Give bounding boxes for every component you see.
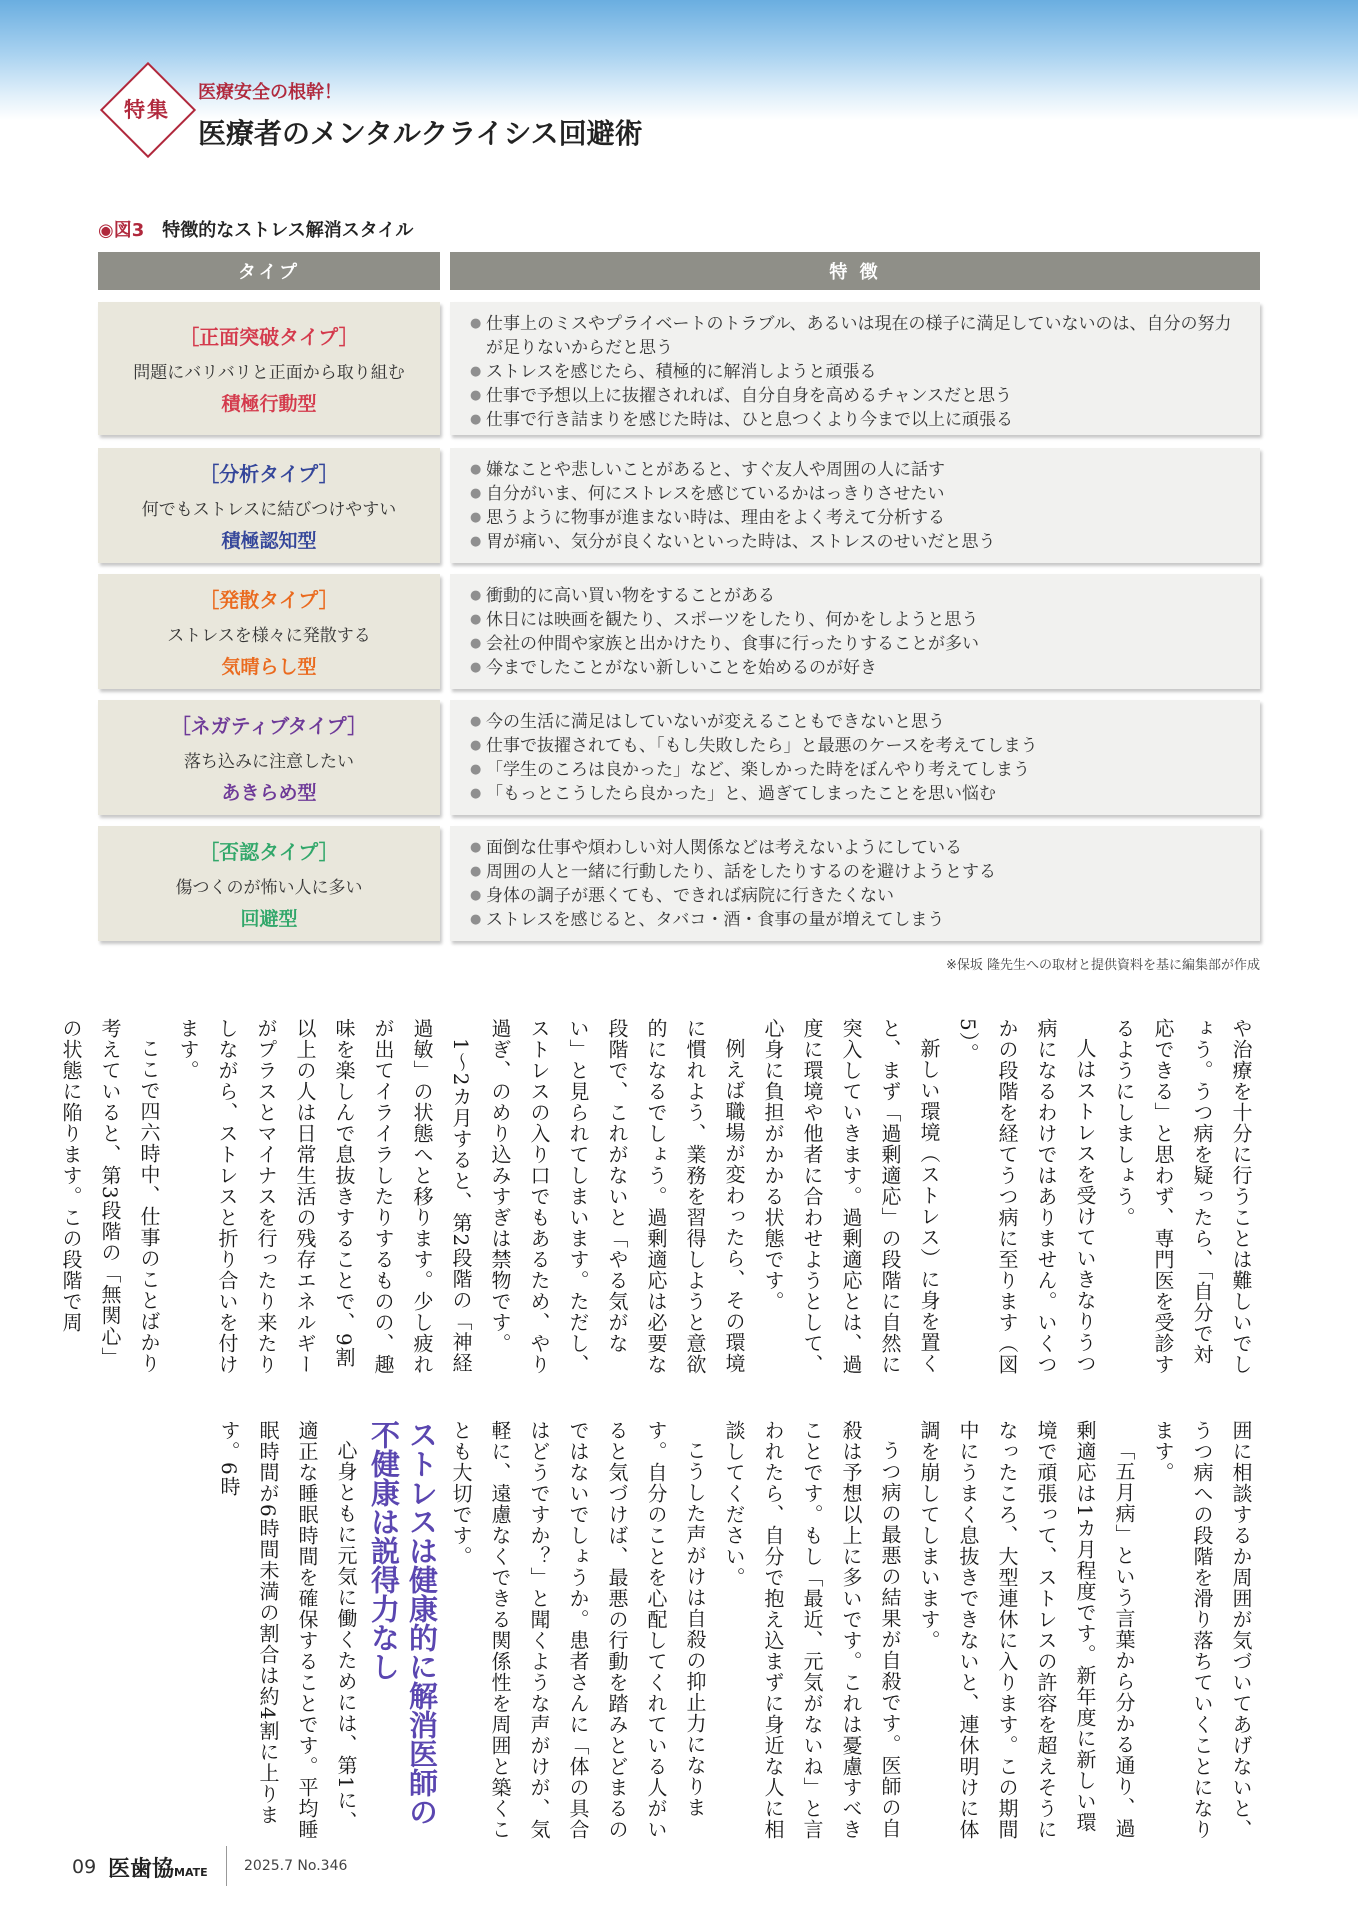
article-paragraph: 囲に相談するか周囲が気づいてあげないと、うつ病への段階を滑り落ちていくことになります。 — [1151, 1420, 1253, 1840]
article-text-upper — [59, 1018, 1260, 1378]
feature-item: ● 仕事で予想以上に抜擢されれば、自分自身を高めるチャンスだと思う — [470, 384, 1246, 408]
type-style: 気晴らし型 — [221, 656, 317, 678]
features-cell — [450, 574, 1260, 689]
feature-item: ● 仕事で行き詰まりを感じた時は、ひと息つくより今まで以上に頑張る — [470, 408, 1246, 432]
type-style: あきらめ型 — [221, 782, 317, 804]
article-paragraph: 1～2カ月すると、第2段階の「神経過敏」の状態へと移ります。少し疲れが出てイライラしたりするものの、趣味を楽しんで息抜きすることで、9割以上の人は日常生活の残存エネルギーがプラスとマイナスを行ったり来たりしながら、ストレスと折り合いを付けます。 — [176, 1018, 473, 1375]
feature-item: ● 周囲の人と一緒に行動したり、話をしたりするのを避けようとする — [470, 860, 1246, 884]
article-paragraph: こうした声がけは自殺の抑止力になります。自分のことを心配してくれている人がいると気づけば、最悪の行動を踏みとどまるのではないでしょうか。患者さんに「体の具合はどうですか？」と聞くような声がけが、気軽に、遠慮なくできる関係性を周囲と築くことも大切です。 — [449, 1420, 707, 1840]
figure-source-note: ※保坂 隆先生への取材と提供資料を基に編集部が作成 — [945, 958, 1260, 973]
page-title: 医療者のメンタルクライシス回避術 — [198, 117, 643, 150]
features-cell — [450, 302, 1260, 435]
features-cell — [450, 448, 1260, 563]
feature-badge — [100, 62, 194, 156]
figure-title — [98, 216, 413, 242]
feature-item: ● 「学生のころは良かった」など、楽しかった時をぼんやり考えてしまう — [470, 758, 1246, 782]
table-row — [98, 700, 1260, 815]
feature-item: ● 休日には映画を観たり、スポーツをしたり、何かをしようと思う — [470, 608, 1246, 632]
feature-badge-label: 特集 — [124, 98, 170, 122]
page-number: 09 — [72, 1856, 97, 1878]
feature-item: ● 面倒な仕事や煩わしい対人関係などは考えないようにしている — [470, 836, 1246, 860]
magazine-name-suffix: MATE — [174, 1866, 208, 1879]
table-row — [98, 448, 1260, 563]
table-header-features: 特 徴 — [450, 252, 1260, 290]
table-header-type: タイプ — [98, 252, 440, 290]
type-style: 積極行動型 — [221, 393, 317, 415]
feature-item: ● ストレスを感じると、タバコ・酒・食事の量が増えてしまう — [470, 908, 1246, 932]
section-heading: ストレスは健康的に解消医師の不健康は説得力なし — [367, 1420, 439, 1826]
feature-item: ● 今までしたことがない新しいことを始めるのが好き — [470, 656, 1246, 680]
article-paragraph: 新しい環境（ストレス）に身を置くと、まず「過剰適応」の段階に自然に突入していきます。過剰適応とは、過度に環境や他者に合わせようとして、心身に負担がかかる状態です。 — [761, 1018, 941, 1375]
feature-item: ● 自分がいま、何にストレスを感じているかはっきりさせたい — [470, 482, 1246, 506]
feature-item: ● 嫌なことや悲しいことがあると、すぐ友人や周囲の人に話す — [470, 458, 1246, 482]
series-subtitle: 医療安全の根幹！ — [198, 82, 342, 103]
table-row — [98, 574, 1260, 689]
type-style: 回避型 — [240, 908, 298, 930]
feature-item: ● 「もっとこうしたら良かった」と、過ぎてしまったことを思い悩む — [470, 782, 1246, 806]
type-cell — [98, 826, 440, 941]
type-description: 落ち込みに注意したい — [184, 752, 354, 772]
magazine-logo — [108, 1852, 208, 1883]
type-description: ストレスを様々に発散する — [167, 626, 371, 646]
type-description: 傷つくのが怖い人に多い — [175, 878, 363, 898]
figure-number: ◉図3 — [98, 220, 145, 241]
type-description: 何でもストレスに結びつけやすい — [141, 500, 397, 520]
feature-item: ● 胃が痛い、気分が良くないといった時は、ストレスのせいだと思う — [470, 530, 1246, 554]
article-paragraph: や治療を十分に行うことは難しいでしょう。うつ病を疑ったら、「自分で対応できる」と思わず、専門医を受診するようにしましょう。 — [1112, 1018, 1253, 1375]
article-paragraph: ここで四六時中、仕事のことばかり考えていると、第3段階の「無関心」の状態に陥ります。この段階で周 — [59, 1018, 161, 1374]
footer-divider — [226, 1846, 227, 1886]
feature-item: ● 仕事上のミスやプライベートのトラブル、あるいは現在の様子に満足していないのは、自分の努力が足りないからだと思う — [470, 312, 1246, 360]
type-style: 積極認知型 — [221, 530, 317, 552]
feature-item: ● 衝動的に高い買い物をすることがある — [470, 584, 1246, 608]
table-row — [98, 826, 1260, 941]
type-name: ［分析タイプ］ — [199, 462, 339, 486]
feature-item: ● ストレスを感じたら、積極的に解消しようと頑張る — [470, 360, 1246, 384]
type-name: ［否認タイプ］ — [199, 840, 339, 864]
table-row — [98, 302, 1260, 435]
type-cell — [98, 700, 440, 815]
features-cell — [450, 826, 1260, 941]
feature-item: ● 今の生活に満足はしていないが変えることもできないと思う — [470, 710, 1246, 734]
type-cell — [98, 302, 440, 435]
features-cell — [450, 700, 1260, 815]
type-cell — [98, 448, 440, 563]
figure-caption: 特徴的なストレス解消スタイル — [162, 220, 414, 241]
feature-item: ● 思うように物事が進まない時は、理由をよく考えて分析する — [470, 506, 1246, 530]
issue-label: 2025.7 No.346 — [244, 1858, 348, 1874]
article-paragraph: 心身ともに元気に働くためには、第1に、適正な睡眠時間を確保することです。平均睡眠時間が6時間未満の割合は約4割に上ります。6時 — [217, 1420, 358, 1840]
type-name: ［正面突破タイプ］ — [179, 325, 359, 349]
feature-item: ● 仕事で抜擢されても、「もし失敗したら」と最悪のケースを考えてしまう — [470, 734, 1246, 758]
feature-item: ● 会社の仲間や家族と出かけたり、食事に行ったりすることが多い — [470, 632, 1246, 656]
type-name: ［ネガティブタイプ］ — [170, 714, 368, 738]
type-cell — [98, 574, 440, 689]
type-description: 問題にバリバリと正面から取り組む — [133, 363, 405, 383]
type-name: ［発散タイプ］ — [199, 588, 339, 612]
article-paragraph: 人はストレスを受けていきなりうつ病になるわけではありません。いくつかの段階を経てうつ病に至ります（図5）。 — [956, 1018, 1097, 1375]
article-paragraph: 「五月病」という言葉から分かる通り、過剰適応は1カ月程度です。新年度に新しい環境で頑張って、ストレスの許容を超えそうになったころ、大型連休に入ります。この期間中にうまく息抜きできないと、連休明けに体調を崩してしまいます。 — [917, 1420, 1136, 1840]
article-text-lower — [98, 1420, 1260, 1840]
magazine-name: 医歯協 — [108, 1856, 175, 1882]
feature-item: ● 身体の調子が悪くても、できれば病院に行きたくない — [470, 884, 1246, 908]
article-paragraph: うつ病の最悪の結果が自殺です。医師の自殺は予想以上に多いです。これは憂慮すべきことです。もし「最近、元気がないね」と言われたら、自分で抱え込まずに身近な人に相談してください。 — [722, 1420, 902, 1840]
article-paragraph: 例えば職場が変わったら、その環境に慣れよう、業務を習得しようと意欲的になるでしょう。過剰適応は必要な段階で、これがないと「やる気がない」と見られてしまいます。ただし、ストレスの入り口でもあるため、やり過ぎ、のめり込みすぎは禁物です。 — [488, 1018, 746, 1375]
